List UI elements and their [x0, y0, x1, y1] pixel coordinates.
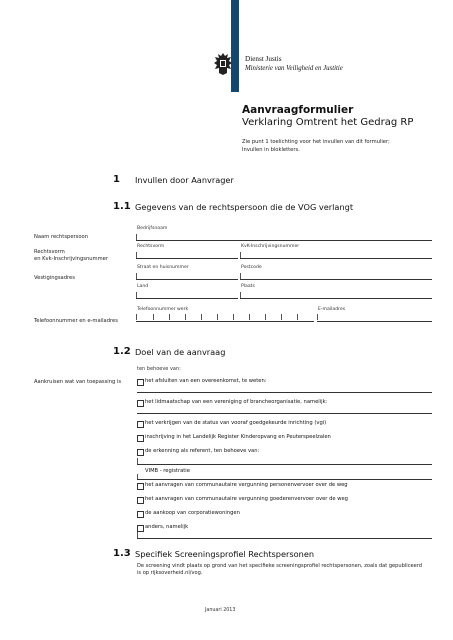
option-label: de aankoop van corporatiewoningen	[145, 510, 240, 516]
section-1-number: 1	[113, 174, 120, 185]
screening-text-line1: De screening vindt plaats op grond van het specifieke screeningsprofiel rechtspersonen, zoals dat gepubliceerd	[137, 563, 423, 569]
field-label-telefoon: Telefoonnummer werk	[137, 307, 189, 312]
option-label: de erkenning als referent, ten behoeve van:	[145, 448, 260, 454]
label-telefoon-email: Telefoonnummer en e-mailadres	[34, 318, 118, 324]
checkbox[interactable]	[137, 421, 144, 428]
instruction-line-2: Invullen in blokletters.	[242, 146, 300, 153]
checkbox[interactable]	[137, 511, 144, 518]
label-rechtsvorm-line2: en Kvk-Inschrijvingsnummer	[34, 255, 108, 262]
option-label: VIMB - registratie	[145, 468, 190, 474]
land-field[interactable]	[136, 291, 238, 299]
field-label-kvk: KvK-Inschrijvingsnummer	[241, 244, 300, 249]
option-1-line[interactable]	[137, 392, 432, 393]
checkbox[interactable]	[137, 497, 144, 504]
label-rechtsvorm-line1: Rechtsvorm	[34, 249, 65, 255]
section-1-2-number: 1.2	[113, 346, 131, 357]
section-1-1-title: Gegevens van de rechtspersoon die de VOG verlangt	[135, 202, 354, 212]
form-subtitle: Verklaring Omtrent het Gedrag RP	[242, 117, 414, 128]
option-label: het aanvragen van communautaire vergunning personenvervoer over de weg	[145, 482, 348, 488]
checkbox[interactable]	[137, 400, 144, 407]
plaats-field[interactable]	[240, 291, 432, 299]
field-label-plaats: Plaats	[241, 284, 255, 289]
option-label: het verkrijgen van de status van vooraf goedgekeurde inrichting (vgi)	[145, 420, 327, 426]
field-label-bedrijfsnaam: Bedrijfsnaam	[137, 226, 168, 231]
field-label-straat: Straat en huisnummer	[137, 265, 189, 270]
section-1-3-number: 1.3	[113, 548, 131, 559]
option-label: het lidmaatschap van een vereniging of brancheorganisatie, namelijk:	[145, 399, 328, 405]
option-label: inschrijving in het Landelijk Register Kinderopvang en Peuterspeelzalen	[145, 434, 331, 440]
option-label: anders, namelijk	[145, 524, 189, 530]
field-label-postcode: Postcode	[241, 265, 262, 270]
purpose-intro: ten behoeve van:	[137, 366, 181, 372]
footer-date: Januari 2013	[205, 608, 236, 613]
option-label: het aanvragen van communautaire vergunning goederenvervoer over de weg	[145, 496, 348, 502]
kvk-field[interactable]	[240, 251, 432, 259]
label-aankruisen: Aankruisen wat van toepassing is	[34, 379, 122, 385]
label-naam-rechtspersoon: Naam rechtspersoon	[34, 234, 88, 240]
section-1-title: Invullen door Aanvrager	[135, 175, 234, 185]
checkbox[interactable]	[137, 449, 144, 456]
section-1-2-title: Doel van de aanvraag	[135, 347, 226, 357]
field-label-land: Land	[137, 284, 149, 289]
coat-of-arms-icon	[212, 52, 234, 76]
form-title: Aanvraagformulier	[242, 104, 354, 116]
screening-text	[137, 563, 422, 578]
field-label-rechtsvorm: Rechtsvorm	[137, 244, 165, 249]
field-label-email: E-mailadres	[318, 307, 346, 312]
telefoon-field[interactable]	[136, 313, 314, 322]
section-1-1-number: 1.1	[113, 201, 131, 212]
option-5-line[interactable]	[137, 464, 432, 465]
section-1-3-title: Specifiek Screeningsprofiel Rechtspersonen	[135, 549, 315, 559]
option-2-line[interactable]	[137, 413, 432, 414]
label-vestigingsadres: Vestigingsadres	[34, 275, 75, 281]
option-6-line[interactable]	[137, 479, 432, 480]
straat-field[interactable]	[136, 272, 238, 280]
checkbox[interactable]	[137, 525, 144, 532]
email-field[interactable]	[317, 313, 432, 322]
bedrijfsnaam-field[interactable]	[136, 233, 432, 241]
ministry-name: Ministerie van Veiligheid en Justitie	[245, 65, 343, 72]
org-name: Dienst Justis	[245, 55, 282, 63]
option-10-line[interactable]	[137, 538, 432, 539]
instruction-line-1: Zie punt 1 toelichting voor het invullen van dit formulier;	[242, 139, 390, 145]
checkbox[interactable]	[137, 379, 144, 386]
checkbox[interactable]	[137, 483, 144, 490]
checkbox[interactable]	[137, 435, 144, 442]
logo-bar	[231, 0, 239, 92]
instruction-note	[242, 139, 390, 154]
option-label: het afsluiten van een overeenkomst, te weten:	[145, 378, 267, 384]
screening-text-line2: is op rijksoverheid.nl/vog.	[137, 570, 203, 577]
rechtsvorm-field[interactable]	[136, 251, 238, 259]
postcode-field[interactable]	[240, 272, 432, 280]
label-rechtsvorm	[34, 249, 108, 262]
